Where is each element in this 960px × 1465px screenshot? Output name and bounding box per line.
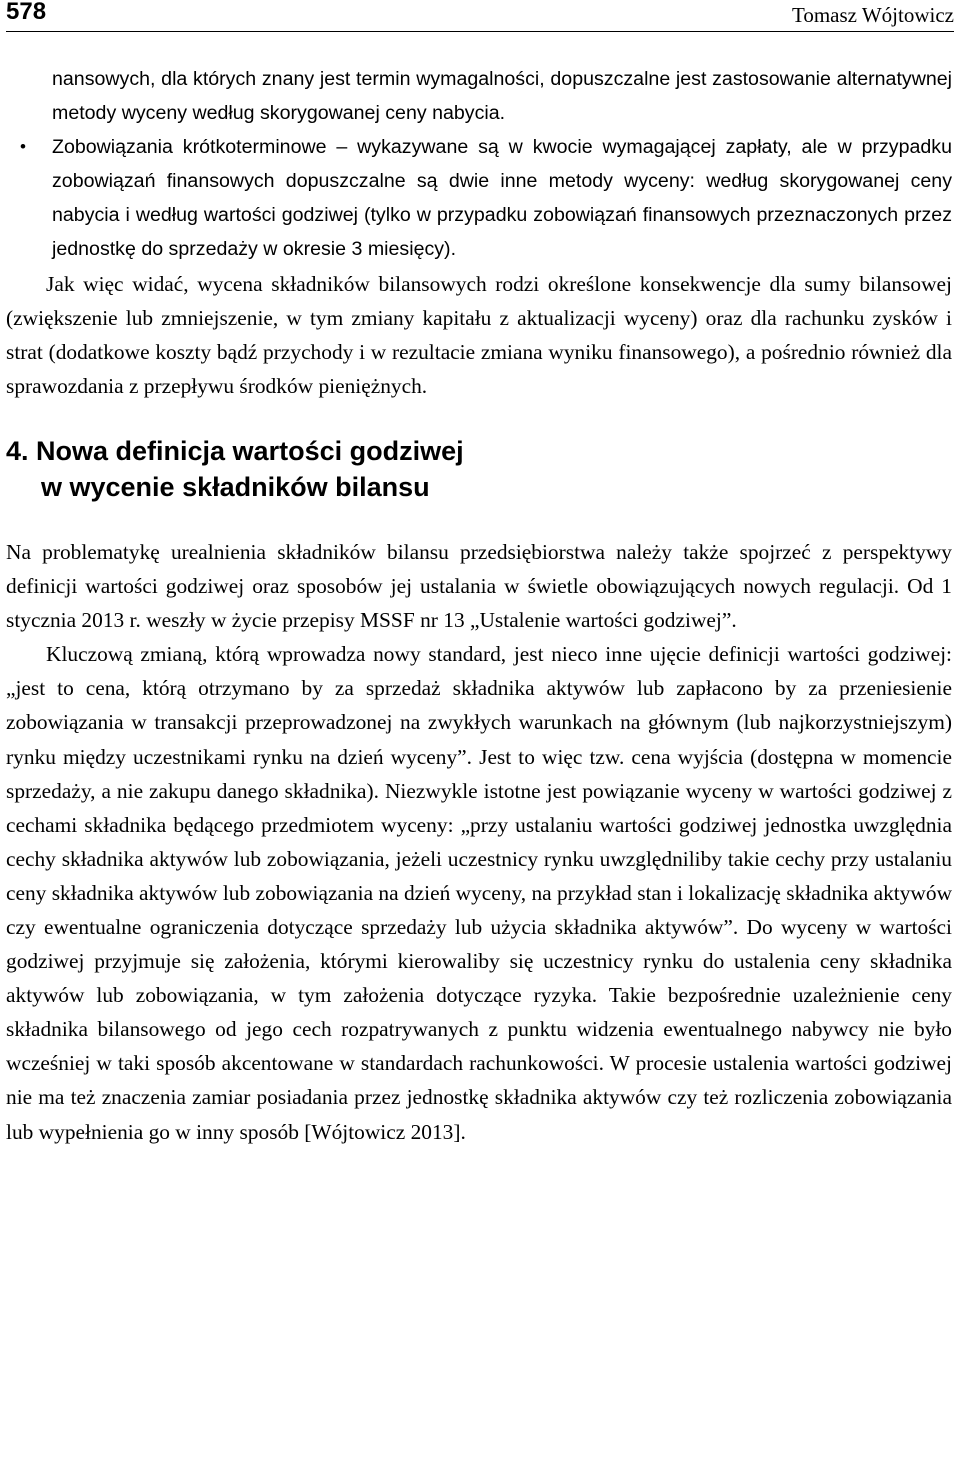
page-header	[6, 0, 954, 32]
running-author: Tomasz Wójtowicz	[791, 3, 954, 27]
section-heading	[6, 433, 952, 505]
list-item	[6, 130, 952, 266]
continued-list-text: nansowych, dla których znany jest termin wymagalności, dopuszczalne jest zastosowanie alternatywnej metody wyceny według skorygowanej ceny nabycia.	[52, 68, 952, 125]
bullet-icon: •	[20, 137, 26, 157]
body-paragraph: Jak więc widać, wycena składników bilansowych rodzi określone konsekwencje dla sumy bilansowej (zwiększenie lub zmniejszenie, w tym zmiany kapitału z aktualizacji wyceny) oraz dla rachunku zysków i strat (dodatkowe koszty bądź przychody i w rezultacie zmiana wyniku finansowego), a pośrednio również dla sprawozdania z przepływu środków pieniężnych.	[6, 271, 952, 398]
list-item-text: Zobowiązania krótkoterminowe – wykazywane są w kwocie wymagającej zapłaty, ale w przypadku zobowiązań finansowych dopuszczalne są dwie inne metody wyceny: według skorygowanej ceny nabycia i według wartości godziwej (tylko w przypadku zobowiązań finansowych przeznaczonych przez jednostkę do sprzedaży w okresie 3 miesięcy).	[52, 136, 952, 261]
section-heading-line2: w wycenie składników bilansu	[41, 471, 430, 502]
section-heading-line1: 4. Nowa definicja wartości godziwej	[6, 435, 464, 466]
page-body	[6, 62, 952, 1149]
page-number: 578	[6, 0, 47, 25]
body-paragraph: Kluczową zmianą, którą wprowadza nowy standard, jest nieco inne ujęcie definicji wartości godziwej: „jest to cena, którą otrzymano by za sprzedaż składnika aktywów lub zapłacono by za przeniesienie zobowiązania w transakcji przeprowadzonej na zwykłych warunkach na głównym (lub najkorzystniejszym) rynku między uczestnikami rynku na dzień wyceny”. Jest to więc tzw. cena wyjścia (dostępna w momencie sprzedaży, a nie zakupu danego składnika). Niezwykle istotne jest powiązanie wyceny w wartości godziwej z cechami składnika będącego przedmiotem wyceny: „przy ustalaniu wartości godziwej jednostka uwzględnia cechy składnika aktywów lub zobowiązania, jeżeli uczestnicy rynku uwzględniliby takie cechy przy ustalaniu ceny składnika aktywów lub zobowiązania na dzień wyceny, na przykład stan i lokalizację składnika aktywów czy ewentualne ograniczenia dotyczące sprzedaży lub użycia składnika aktywów”. Do wyceny w wartości godziwej przyjmuje się założenia, którymi kierowaliby się uczestnicy rynku do ustalenia ceny składnika aktywów lub zobowiązania, w tym założenia dotyczące ryzyka. Takie bezpośrednie uzależnienie ceny składnika bilansowego od jego cech rozpatrywanych z punktu widzenia ewentualnego nabywcy nie było wcześniej w taki sposób akcentowane w standardach rachunkowości. W procesie ustalenia wartości godziwej nie ma też znaczenia zamiar posiadania przez jednostkę składnika aktywów czy też rozliczenia zobowiązania lub wypełnienia go w inny sposób [Wójtowicz 2013].	[6, 642, 953, 1144]
body-paragraph: Na problematykę urealnienia składników bilansu przedsiębiorstwa należy także spojrzeć z perspektywy definicji wartości godziwej oraz sposobów jej ustalania w świetle obowiązujących nowych regulacji. Od 1 stycznia 2013 r. weszły w życie przepisy MSSF nr 13 „Ustalenie wartości godziwej”.	[6, 539, 952, 633]
